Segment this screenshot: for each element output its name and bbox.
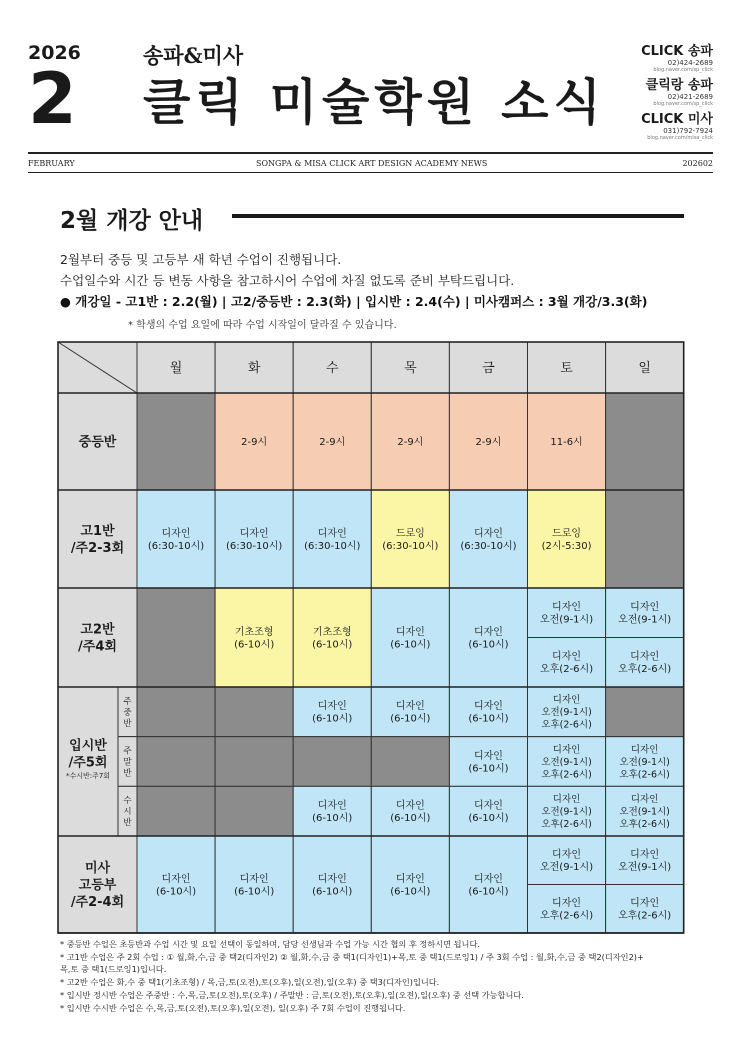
row-label: 입시반 /주5회 — [68, 738, 108, 771]
logo-phone: 02)424-2689 — [667, 59, 713, 67]
schedule-cell-text: 2-9시 — [241, 437, 268, 448]
schedule-footnote: * 학생의 수업 요일에 따라 수업 시작일이 달라질 수 있습니다. — [128, 320, 397, 331]
day-header-label: 금 — [482, 361, 495, 377]
intro-line-1: 2월부터 중등 및 고등부 새 학년 수업이 진행됩니다. — [60, 252, 342, 267]
logo-blog: blog.naver.com/sp_click — [653, 67, 713, 73]
row-label: 미사 고등부 /주2-4회 — [70, 861, 125, 911]
schedule-cell — [215, 737, 293, 787]
strip-academy-name: SONGPA & MISA CLICK ART DESIGN ACADEMY NEWS — [256, 159, 488, 168]
newsletter-title: 클릭 미술학원 소식 — [143, 73, 606, 131]
schedule-cell-text: 디자인 오전(9-1시) 오후(2-6시) — [619, 744, 670, 781]
logo-name: CLICK 송파 — [641, 44, 713, 59]
section-title: 2월 개강 안내 — [60, 208, 204, 234]
newsletter-subtitle: 송파&미사 — [143, 43, 244, 68]
schedule-cell — [215, 786, 293, 836]
day-header-label: 월 — [169, 361, 183, 377]
schedule-cell-text: 디자인 (6-10시) — [312, 701, 353, 725]
sub-row-label: 주 말 반 — [123, 746, 132, 779]
schedule-cell — [137, 737, 215, 787]
schedule-cell-text: 디자인 오전(9-1시) 오후(2-6시) — [541, 694, 592, 731]
schedule-cell-text: 디자인 오전(9-1시) 오후(2-6시) — [541, 744, 592, 781]
schedule-cell-text: 디자인 (6-10시) — [468, 800, 509, 824]
schedule-cell-text: 기초조형 (6-10시) — [234, 626, 275, 651]
sub-row-label: 수 시 반 — [123, 796, 132, 829]
schedule-cell-text: 디자인 (6:30-10시) — [226, 528, 283, 552]
day-header-label: 토 — [560, 361, 573, 377]
logo-blog: blog.naver.com/sp_click — [653, 101, 713, 107]
schedule-cell — [215, 687, 293, 737]
schedule-cell-text: 디자인 (6-10시) — [390, 701, 431, 725]
footnote-entrance-regular: * 입시반 정시반 수업은 주중반 : 수,목,금,토(오전),토(오후) / 주말반 : 금,토(오전),토(오후),일(오전),일(오후) 중 선택 가능합니다. — [60, 989, 524, 1000]
schedule-cell-text: 디자인 (6:30-10시) — [304, 528, 361, 552]
schedule-cell-text: 드로잉 (6:30-10시) — [382, 528, 439, 552]
schedule-cell-text: 디자인 (6:30-10시) — [460, 528, 517, 552]
logo-name: CLICK 미사 — [641, 112, 713, 127]
logo-name: 클릭랑 송파 — [645, 78, 713, 93]
day-header-label: 수 — [325, 361, 339, 377]
schedule-cell-text: 디자인 오전(9-1시) 오후(2-6시) — [541, 793, 592, 830]
footnote-grade11: * 고2반 수업은 화,수 중 택1(기초조형) / 목,금,토(오전),토(오후),일(오전),일(오후) 중 택3(디자인)입니다. — [60, 977, 440, 988]
footnote-middle-school: * 중등반 수업은 초등반과 수업 시간 및 요일 선택이 동일하며, 담당 선생님과 수업 가능 시간 협의 후 정하시면 됩니다. — [60, 939, 480, 949]
schedule-cell — [137, 786, 215, 836]
day-header-label: 화 — [247, 361, 261, 377]
schedule-cell-text: 디자인 오후(2-6시) — [618, 651, 672, 675]
day-header-label: 일 — [638, 361, 651, 377]
schedule-cell — [606, 393, 684, 490]
schedule-cell-text: 디자인 오전(9-1시) — [618, 849, 672, 873]
footnote-grade10-cont: 목,토 중 택1(드로잉1)입니다. — [60, 964, 167, 975]
opening-dates: ● 개강일 - 고1반 : 2.2(월) | 고2/중등반 : 2.3(화) | 입시반 : 2.4(수) | 미사캠퍼스 : 3월 개강/3.3(화) — [60, 294, 648, 309]
schedule-cell-text: 디자인 오후(2-6시) — [539, 651, 594, 675]
footnote-grade10: * 고1반 수업은 주 2회 수업 : ① 월,화,수,금 중 택2(디자인2) ② 월,화,수,금 중 택1(디자인1)+목,토 중 택1(드로잉1) / 주 3회 수업 : 월,화,수,금 중 택2(디자인2)+ — [60, 951, 644, 962]
schedule-cell-text: 디자인 (6-10시) — [312, 873, 353, 898]
schedule-cell-text: 2-9시 — [475, 437, 502, 448]
schedule-cell-text: 디자인 (6-10시) — [468, 873, 509, 898]
footnotes — [60, 938, 720, 1014]
schedule-cell — [137, 393, 215, 490]
row-label: 중등반 — [78, 435, 117, 451]
schedule-cell-text: 디자인 오전(9-1시) 오후(2-6시) — [619, 793, 670, 830]
logo-blog: blog.naver.com/misa_click — [647, 135, 713, 141]
sub-row-label: 주 중 반 — [123, 696, 132, 729]
schedule-cell-text: 디자인 (6-10시) — [468, 701, 509, 725]
schedule-cell-text: 11-6시 — [550, 437, 583, 448]
footnote-entrance-early: * 입시반 수시반 수업은 수,목,금,토(오전),토(오후),일(오전), 일(오후) 주 7회 수업이 진행됩니다. — [60, 1002, 406, 1013]
schedule-cell-text: 디자인 오전(9-1시) — [539, 602, 594, 626]
schedule-cell-text: 디자인 (6-10시) — [390, 800, 431, 824]
schedule-cell — [293, 737, 371, 787]
row-label: 고1반 /주2-3회 — [70, 524, 125, 557]
schedule-cell-text: 디자인 (6:30-10시) — [147, 528, 205, 552]
logo-phone: 02)421-2689 — [667, 93, 713, 101]
schedule-cell-text: 드로잉 (2시-5:30) — [541, 528, 592, 552]
month-number: 2 — [28, 58, 75, 140]
strip-month: FEBRUARY — [28, 159, 75, 168]
schedule-cell-text: 디자인 (6-10시) — [390, 873, 431, 898]
schedule-cell-text: 기초조형 (6-10시) — [312, 626, 353, 651]
schedule-cell-text: 디자인 오후(2-6시) — [618, 898, 672, 922]
schedule-cell-text: 디자인 (6-10시) — [155, 873, 197, 898]
schedule-cell — [606, 687, 684, 737]
row-label-note: *수시반:주7회 — [65, 771, 111, 780]
row-label: 고2반 /주4회 — [78, 622, 117, 655]
strip-issue-number: 202602 — [682, 159, 713, 168]
schedule-cell-text: 디자인 (6-10시) — [234, 873, 275, 898]
schedule-cell-text: 2-9시 — [397, 437, 424, 448]
day-header-label: 목 — [404, 361, 417, 377]
schedule-cell-text: 디자인 (6-10시) — [390, 626, 431, 651]
schedule-cell — [137, 588, 215, 687]
logo-phone: 031)792-7924 — [663, 127, 713, 135]
schedule-cell-text: 디자인 오후(2-6시) — [539, 898, 594, 922]
year-label: 2026 — [28, 42, 81, 64]
schedule-cell — [371, 737, 449, 787]
schedule-cell — [606, 490, 684, 588]
intro-line-2: 수업일수와 시간 등 변동 사항을 참고하시어 수업에 차질 없도록 준비 부탁드립니다. — [60, 273, 515, 288]
schedule-cell — [137, 687, 215, 737]
schedule-cell-text: 디자인 (6-10시) — [468, 750, 509, 775]
schedule-cell-text: 디자인 오전(9-1시) — [539, 849, 594, 873]
schedule-cell-text: 2-9시 — [319, 437, 346, 448]
schedule-cell-text: 디자인 (6-10시) — [468, 626, 509, 651]
schedule-cell-text: 디자인 (6-10시) — [312, 800, 353, 824]
schedule-cell-text: 디자인 오전(9-1시) — [618, 602, 672, 626]
